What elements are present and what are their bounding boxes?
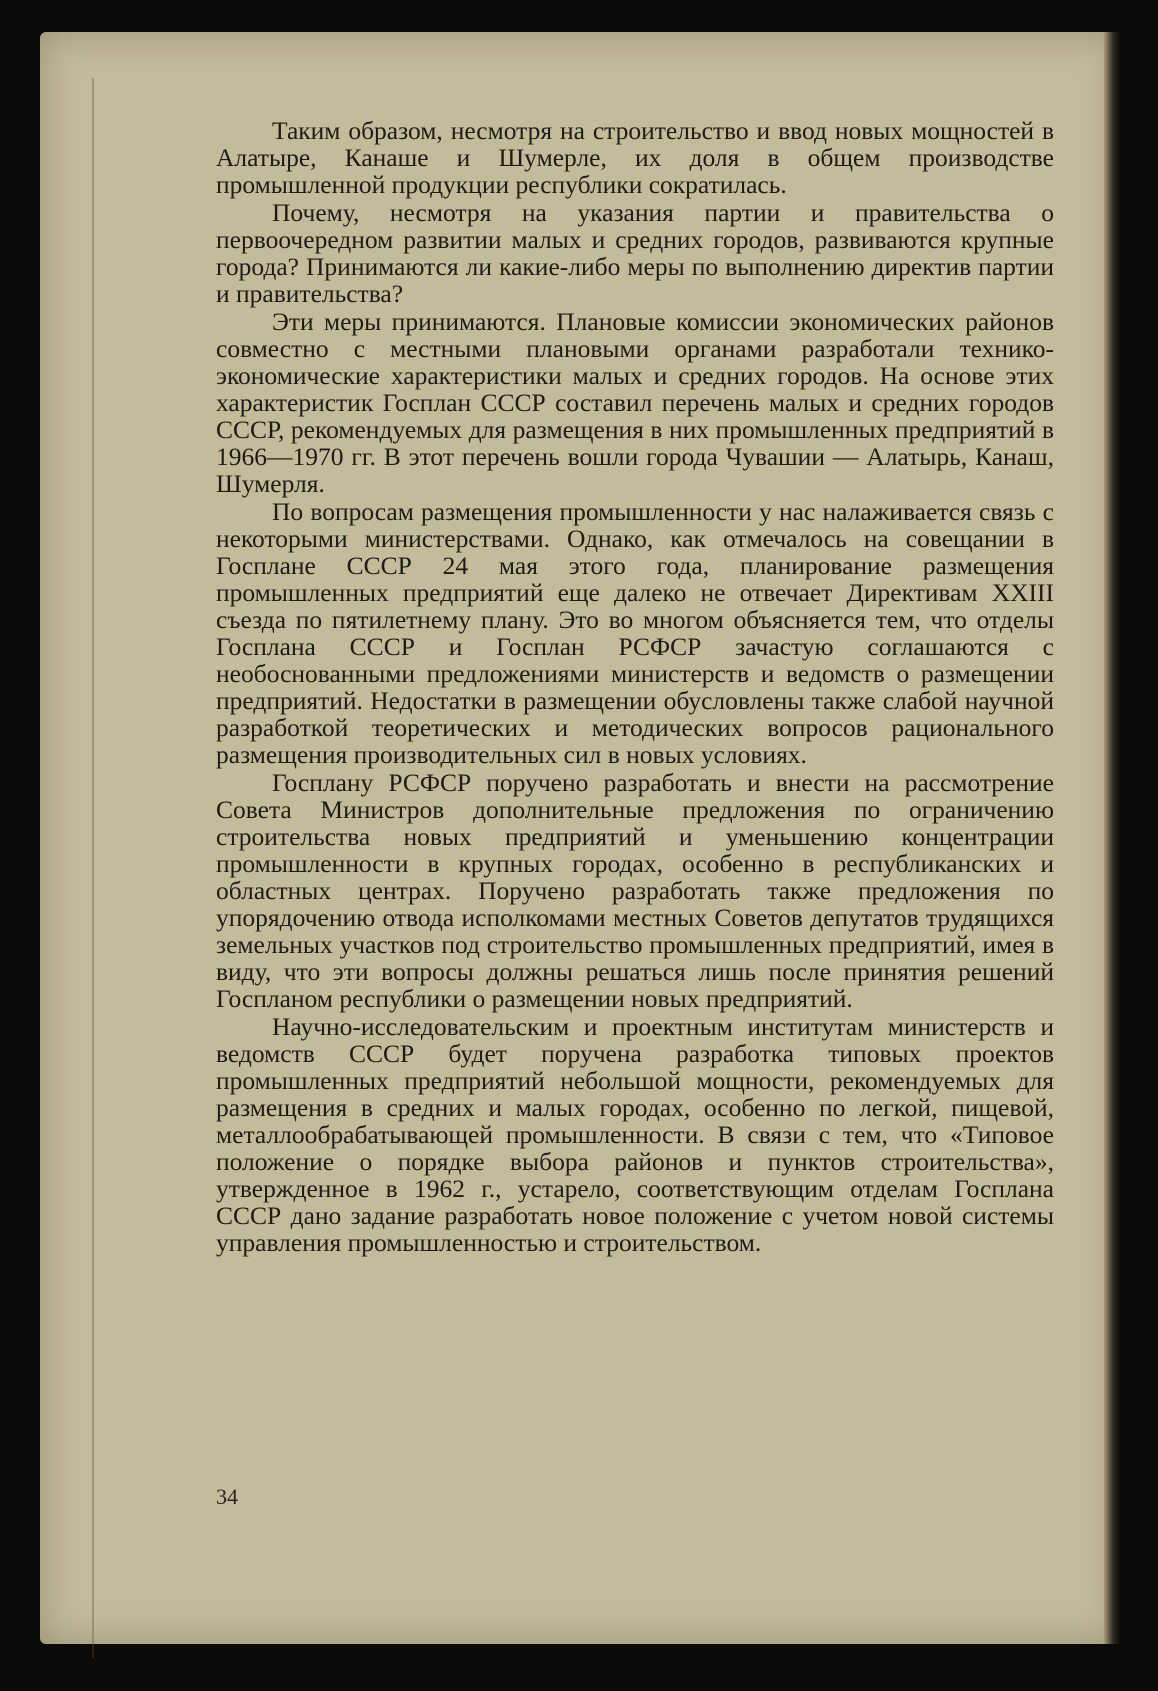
paragraph: Почему, несмотря на указания партии и правительства о первоочередном развитии малых и средних городов, развиваются крупные города? Принимаются ли какие-либо меры по выполнению директив партии и правительства? — [216, 198, 1054, 308]
page-edge-line — [92, 78, 94, 1658]
body-text — [216, 117, 1054, 1257]
paragraph: По вопросам размещения промышленности у нас налаживается связь с некоторыми министерствами. Однако, как отмечалось на совещании в Госплане СССР 24 мая этого года, планирование размещения промышленных предприятий еще далеко не отвечает Директивам XXIII съезда по пятилетнему плану. Это во многом объясняется тем, что отделы Госплана СССР и Госплан РСФСР зачастую соглашаются с необоснованными предложениями министерств и ведомств о размещении предприятий. Недостатки в размещении обусловлены также слабой научной разработкой теоретических и методических вопросов рационального размещения производительных сил в новых условиях. — [216, 497, 1054, 769]
page-number: 34 — [216, 1484, 238, 1509]
paragraph: Таким образом, несмотря на строительство и ввод новых мощностей в Алатыре, Канаше и Шумерле, их доля в общем производстве промышленной продукции республики сократилась. — [216, 116, 1054, 199]
paragraph: Эти меры принимаются. Плановые комиссии экономических районов совместно с местными плановыми органами разработали технико-экономические характеристики малых и средних городов. На основе этих характеристик Госплан СССР составил перечень малых и средних городов СССР, рекомендуемых для размещения в них промышленных предприятий в 1966—1970 гг. В этот перечень вошли города Чувашии — Алатырь, Канаш, Шумерля. — [216, 307, 1054, 498]
paragraph: Научно-исследовательским и проектным институтам министерств и ведомств СССР будет поручена разработка типовых проектов промышленных предприятий небольшой мощности, рекомендуемых для размещения в средних и малых городах, особенно по легкой, пищевой, металлообрабатывающей промышленности. В связи с тем, что «Типовое положение о порядке выбора районов и пунктов строительства», утвержденное в 1962 г., устарело, соответствующим отделам Госплана СССР дано задание разработать новое положение с учетом новой системы управления промышленностью и строительством. — [216, 1012, 1054, 1257]
paragraph: Госплану РСФСР поручено разработать и внести на рассмотрение Совета Министров дополнительные предложения по ограничению строительства новых предприятий и уменьшению концентрации промышленности в крупных городах, особенно в республиканских и областных центрах. Поручено разработать также предложения по упорядочению отвода исполкомами местных Советов депутатов трудящихся земельных участков под строительство промышленных предприятий, имея в виду, что эти вопросы должны решаться лишь после принятия решений Госпланом республики о размещении новых предприятий. — [216, 768, 1054, 1013]
book-spine — [1104, 32, 1120, 1644]
